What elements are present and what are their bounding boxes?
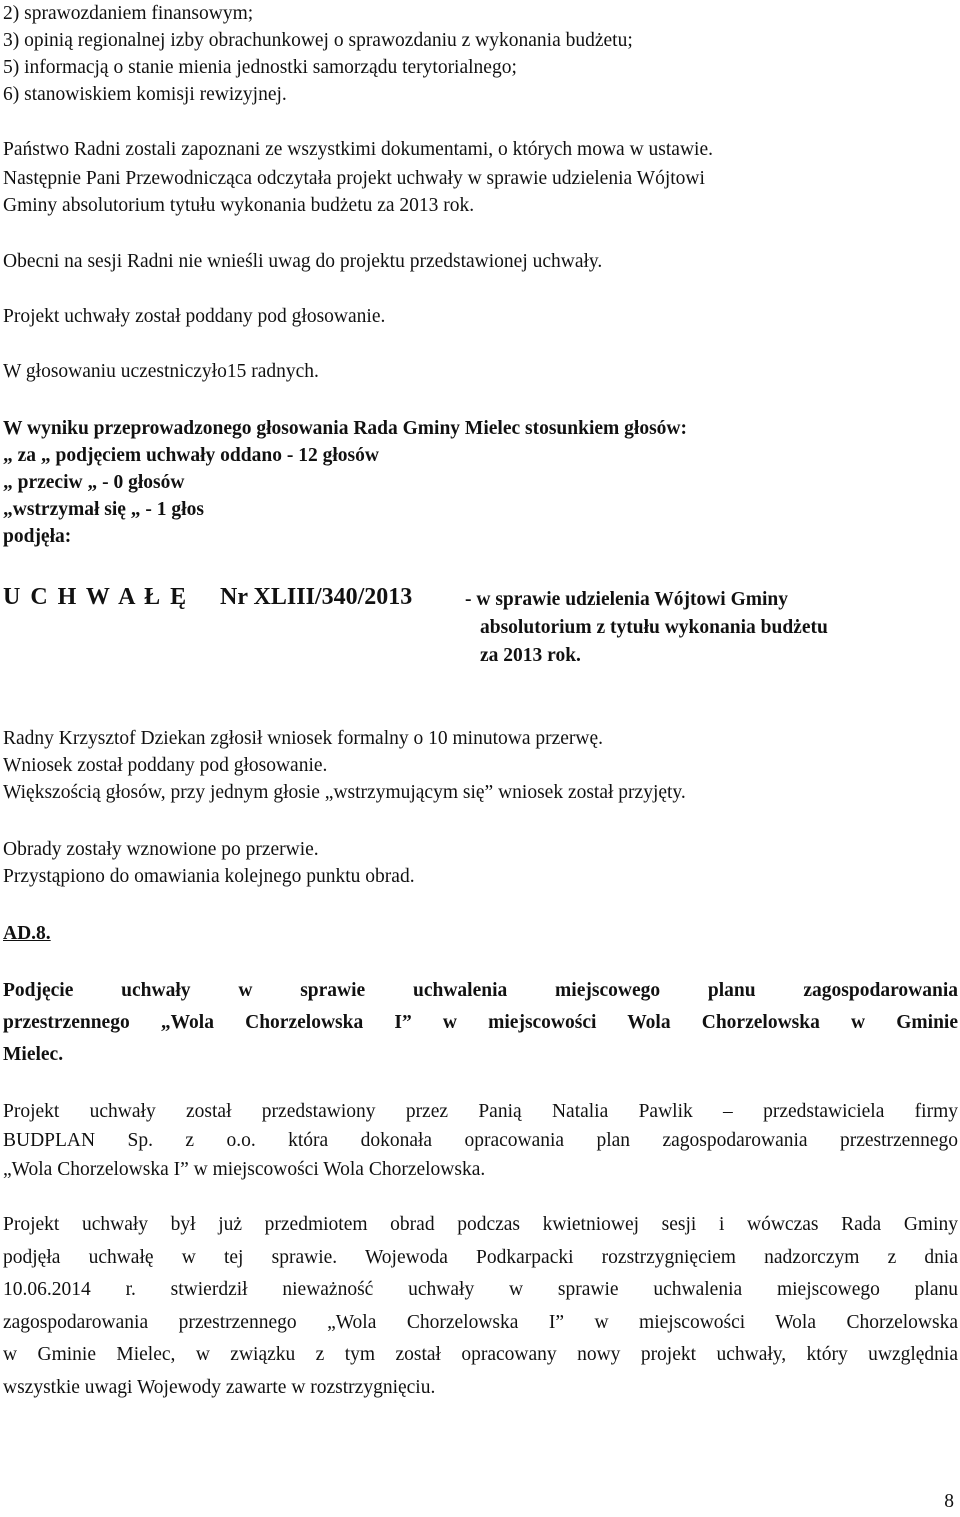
paragraph-documents	[3, 136, 958, 163]
paragraph-line: Projekt uchwały był już przedmiotem obrad podczas kwietniowej sesji i wówczas Rada Gminy	[3, 1214, 958, 1235]
paragraph-line: Radny Krzysztof Dziekan zgłosił wniosek formalny o 10 minutowa przerwę.	[3, 728, 604, 749]
resolution-title-line: za 2013 rok.	[480, 645, 581, 666]
agenda-title-line: przestrzennego „Wola Chorzelowska I” w miejscowości Wola Chorzelowska w Gminie	[3, 1012, 958, 1033]
paragraph-participants	[3, 358, 958, 385]
paragraph-text: Projekt uchwały został poddany pod głosowanie.	[3, 306, 386, 327]
paragraph-line: Wniosek został poddany pod głosowanie.	[3, 755, 328, 776]
paragraph-line: 10.06.2014 r. stwierdził nieważność uchwały w sprawie uchwalenia miejscowego planu	[3, 1279, 958, 1300]
vote-abstain: „wstrzymał się „ - 1 głos	[3, 499, 204, 520]
paragraph-vote	[3, 303, 958, 330]
resolution-title-line: absolutorium z tytułu wykonania budżetu	[480, 617, 828, 638]
agenda-title-line: Podjęcie uchwały w sprawie uchwalenia miejscowego planu zagospodarowania	[3, 980, 958, 1001]
list-item: 3) opinią regionalnej izby obrachunkowej o sprawozdaniu z wykonania budżetu;	[3, 30, 633, 51]
paragraph-line: Obrady zostały wznowione po przerwie.	[3, 839, 319, 860]
paragraph-line: BUDPLAN Sp. z o.o. która dokonała opracowania plan zagospodarowania przestrzennego	[3, 1130, 958, 1151]
paragraph-line: Następnie Pani Przewodnicząca odczytała projekt uchwały w sprawie udzielenia Wójtowi	[3, 168, 705, 189]
paragraph-line: zagospodarowania przestrzennego „Wola Chorzelowska I” w miejscowości Wola Chorzelowska	[3, 1311, 958, 1333]
agenda-item-heading	[3, 920, 958, 947]
paragraph-text: Państwo Radni zostali zapoznani ze wszystkimi dokumentami, o których mowa w ustawie.	[3, 139, 713, 160]
paragraph-line: Projekt uchwały został przedstawiony przez Panią Natalia Pawlik – przedstawiciela firmy	[3, 1101, 958, 1122]
paragraph-line: Gminy absolutorium tytułu wykonania budżetu za 2013 rok.	[3, 195, 475, 216]
list-item: 6) stanowiskiem komisji rewizyjnej.	[3, 84, 287, 105]
vote-adopted: podjęła:	[3, 526, 72, 547]
agenda-item-number: AD.8.	[3, 923, 51, 944]
paragraph-line: wszystkie uwagi Wojewody zawarte w rozstrzygnięciu.	[3, 1376, 436, 1398]
paragraph-line: Przystąpiono do omawiania kolejnego punktu obrad.	[3, 866, 415, 887]
vote-intro: W wyniku przeprowadzonego głosowania Rada Gminy Mielec stosunkiem głosów:	[3, 418, 687, 439]
agenda-title-line: Mielec.	[3, 1044, 64, 1065]
resolution-word: U C H W A Ł Ę	[3, 584, 189, 610]
paragraph-line: w Gminie Mielec, w związku z tym został opracowany nowy projekt uchwały, który uwzględnia	[3, 1344, 958, 1365]
vote-result	[3, 415, 958, 550]
resolution-number: Nr XLIII/340/2013	[220, 584, 413, 610]
paragraph-text: Obecni na sesji Radni nie wnieśli uwag do projektu przedstawionej uchwały.	[3, 251, 603, 272]
break-section	[3, 725, 958, 806]
list-item: 2) sprawozdaniem finansowym;	[3, 3, 254, 24]
paragraph-line: „Wola Chorzelowska I” w miejscowości Wola Chorzelowska.	[3, 1159, 486, 1180]
agenda-title	[3, 975, 958, 1071]
resolution-title	[465, 586, 905, 670]
vote-for: „ za „ podjęciem uchwały oddano - 12 głosów	[3, 445, 379, 466]
paragraph-text: W głosowaniu uczestniczyło15 radnych.	[3, 361, 319, 382]
page-number: 8	[944, 1491, 954, 1512]
resume-section	[3, 836, 958, 890]
history-paragraph	[3, 1209, 958, 1404]
resolution-title-line: - w sprawie udzielenia Wójtowi Gminy	[465, 589, 789, 610]
list-item: 5) informacją o stanie mienia jednostki samorządu terytorialnego;	[3, 57, 517, 78]
paragraph-line: podjęła uchwałę w tej sprawie. Wojewoda Podkarpacki rozstrzygnięciem nadzorczym z dnia	[3, 1246, 958, 1268]
vote-against: „ przeciw „ - 0 głosów	[3, 472, 185, 493]
paragraph-line: Większością głosów, przy jednym głosie „wstrzymującym się” wniosek został przyjęty.	[3, 782, 686, 803]
presentation-paragraph	[3, 1097, 958, 1184]
document-list	[3, 0, 958, 108]
paragraph-read-project	[3, 165, 958, 219]
paragraph-no-remarks	[3, 248, 958, 275]
